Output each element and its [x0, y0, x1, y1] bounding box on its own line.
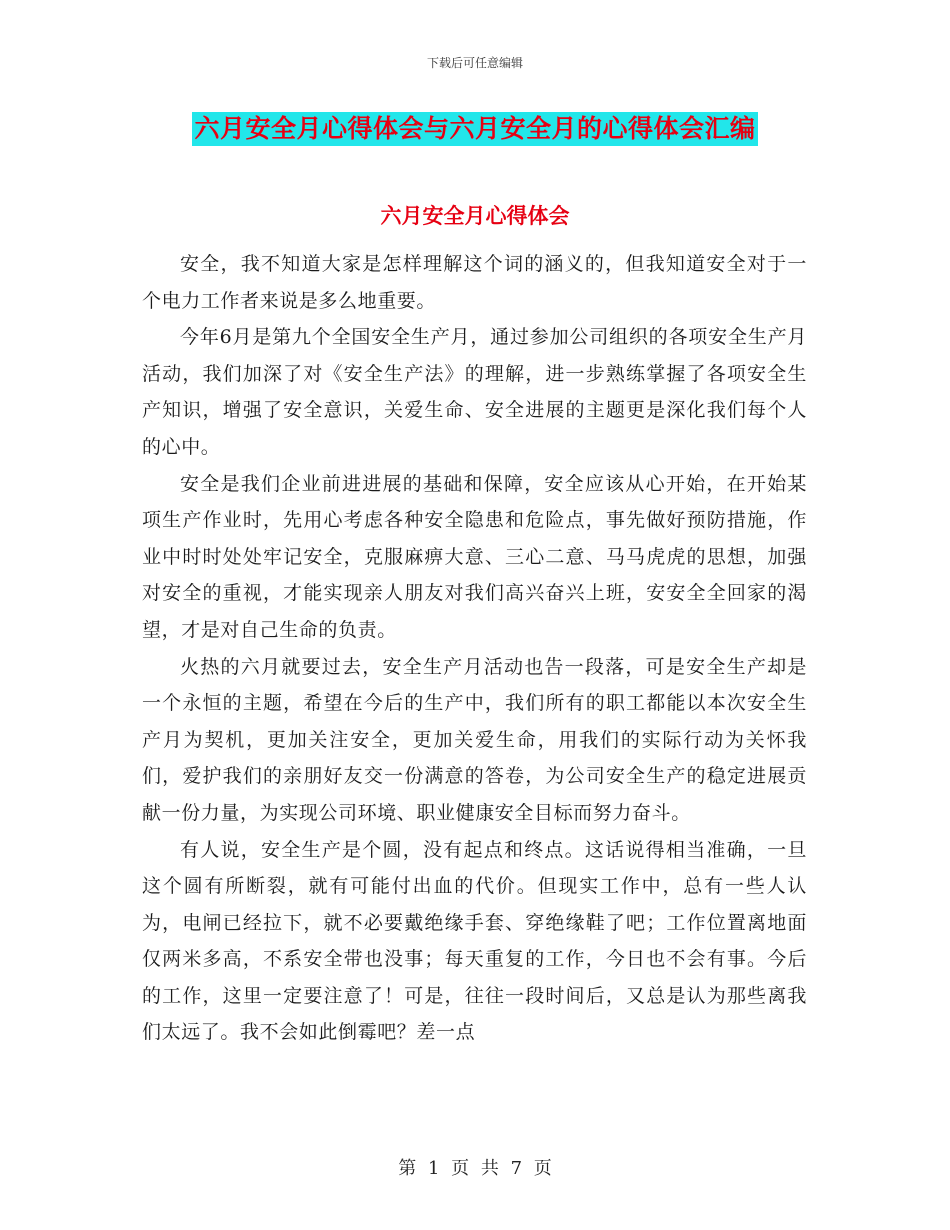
paragraph: 今年6月是第九个全国安全生产月，通过参加公司组织的各项安全生产月活动，我们加深了对《安全生产法》的理解，进一步熟练掌握了各项安全生产知识，增强了安全意识，关爱生命、安全进展的主题更是深化我们每个人的心中。	[142, 326, 807, 458]
document-title: 六月安全月心得体会与六月安全月的心得体会汇编	[192, 112, 757, 146]
paragraph: 安全是我们企业前进进展的基础和保障，安全应该从心开始，在开始某项生产作业时，先用心考虑各种安全隐患和危险点，事先做好预防措施，作业中时时处处牢记安全，克服麻痹大意、三心二意、马马虎虎的思想，加强对安全的重视，才能实现亲人朋友对我们高兴奋兴上班，安安全全回家的渴望，才是对自己生命的负责。	[142, 472, 807, 641]
page-footer: 第 1 页 共 7 页	[398, 1158, 552, 1179]
header-note: 下载后可任意编辑	[426, 56, 523, 70]
body-text	[142, 246, 807, 1051]
document-title-container	[0, 112, 950, 146]
paragraph: 有人说，安全生产是个圆，没有起点和终点。这话说得相当准确，一旦这个圆有所断裂，就有可能付出血的代价。但现实工作中，总有一些人认为，电闸已经拉下，就不必要戴绝缘手套、穿绝缘鞋了吧；工作位置离地面仅两米多高，不系安全带也没事；每天重复的工作，今日也不会有事。今后的工作，这里一定要注意了！可是，往往一段时间后，又总是认为那些离我们太远了。我不会如此倒霉吧？差一点	[142, 838, 807, 1044]
section-title: 六月安全月心得体会	[380, 204, 570, 228]
paragraph: 安全，我不知道大家是怎样理解这个词的涵义的，但我知道安全对于一个电力工作者来说是多么地重要。	[142, 253, 807, 312]
paragraph: 火热的六月就要过去，安全生产月活动也告一段落，可是安全生产却是一个永恒的主题，希望在今后的生产中，我们所有的职工都能以本次安全生产月为契机，更加关注安全，更加关爱生命，用我们的实际行动为关怀我们，爱护我们的亲朋好友交一份满意的答卷，为公司安全生产的稳定进展贡献一份力量，为实现公司环境、职业健康安全目标而努力奋斗。	[142, 655, 807, 824]
